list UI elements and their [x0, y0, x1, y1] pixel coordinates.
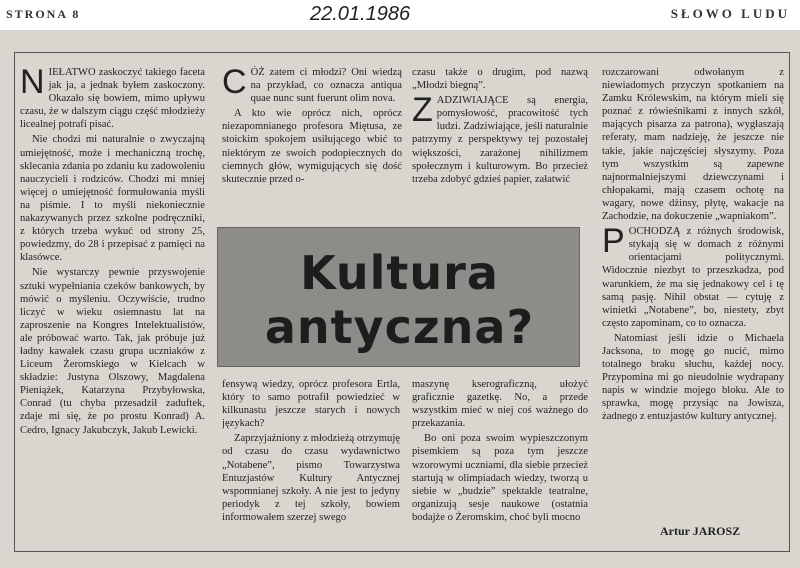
drop-cap: P: [602, 222, 625, 261]
article-column-4: [602, 66, 784, 546]
article-column-2-bottom: [222, 378, 400, 550]
paragraph: A kto wie oprócz nich, oprócz niezapomnianego profesora Miętusa, ze stoickim spokojem usiłującego wbić to niektórym ze swoich podopiecznych do ciemnych głów, wymigujących się dość skutecznie przed o-: [222, 108, 402, 185]
author-byline: Artur JAROSZ: [660, 524, 741, 538]
paragraph: Nie wystarczy pewnie przyswojenie sztuki wypełniania czeków bankowych, by mówić o myśleniu. Oczywiście, trudno liczyć w wieku osiemnastu lat na zaproszenie na Kongres Intelektualistów, ale próbować warto. Tak, jak próbuje już ładny kawałek czasu grupa uczniaków z Liceum Żeromskiego w Kielcach w składzie: Justyna Olszowy, Magdalena Pieniążek, Katarzyna Przybyłowska, Conrad (tu chyba przesadził zaduftek, zdaje mi się, że po prostu Konrad) A. Cedro, Ignacy Jakubczyk, Jakub Lewicki.: [20, 267, 205, 436]
paragraph: Bo oni poza swoim wypieszczonym pisemkiem są poza tym jeszcze wzorowymi uczniami, dla siebie przecież startują w olimpiadach wiedzy, tworzą u siebie w „budzie” spektakle teatralne, organizują sesje naukowe (ostatnia bodajże o Żeromskim, choć byli mocno: [412, 433, 588, 523]
paragraph: Natomiast jeśli idzie o Michaela Jacksona, to mogę go nucić, mimo totalnego braku słuchu, każdej nocy. Przypomina mi go nieudolnie wydrapany napis w windzie mojego bloku. Ale to sprawka, mogę przysiąc na Jowisza, żadnego z entuzjastów kultury antycznej.: [602, 332, 784, 423]
paragraph: fensywą wiedzy, oprócz profesora Ertla, który to samo potrafił powiedzieć w kilkunastu jeszcze starych i nowych językach?: [222, 379, 400, 430]
headline-line-2: antyczna?: [264, 300, 535, 354]
page-header: [0, 0, 800, 30]
publication-date: 22.01.1986: [310, 3, 411, 25]
headline-line-1: Kultura: [300, 246, 499, 300]
paragraph: maszynę kserograficzną, ułożyć graficznie gazetkę. No, a przede wszystkim mieć w niej coś ważnego do przekazania.: [412, 379, 588, 430]
drop-cap: N: [20, 66, 45, 101]
paragraph: Zaprzyjaźniony z młodzieżą otrzymuję od czasu do czasu wydawnictwo „Notabene”, pismo Towarzystwa Entuzjastów Kultury Antycznej wspomnianej szkoły. A nie jest to jedyny periodyk z tej szkoły, bowiem informowałem szerzej swego: [222, 433, 400, 523]
drop-cap: Z: [412, 91, 433, 130]
article-column-1: [20, 66, 205, 536]
article-column-2-top: [222, 66, 402, 214]
article-column-3-bottom: [412, 378, 588, 550]
paragraph: Nie chodzi mi naturalnie o zwyczajną umiejętność, może i mechaniczną trochę, sklecania zdania po zdaniu ku zadowoleniu nauczycieli i rodziców. Chodzi mi mniej więcej o umiejętność formułowania myśli na piśmie. I to myśli niekoniecznie nakazywanych przez szkolne podręczniki, z których trzeba wykuć od strony 25, powiedzmy, do 28 i przepisać z pamięci na klasówce.: [20, 134, 205, 264]
page-number: STRONA 8: [6, 7, 81, 21]
paragraph: ZADZIWIAJĄCE są energia, pomysłowość, pracowitość tych ludzi. Zadziwiające, jeśli naturalnie patrzymy z perspektywy tej pozostałej większości, zarażonej nihilizmem społecznym i kulturowym. Bo przecież trzeba zdobyć gdzieś papier, załatwić: [412, 91, 588, 185]
paragraph: NIEŁATWO zaskoczyć takiego faceta jak ja, a jednak byłem zaskoczony. Okazało się bowiem, mimo upływu czasu, że w dalszym ciągu część młodzieży licealnej potrafi pisać.: [20, 66, 205, 131]
paragraph: CÓŻ zatem ci młodzi? Oni wiedzą na przykład, co oznacza antiqua quae nunc sunt fuerunt olim nova.: [222, 66, 402, 105]
drop-cap: C: [222, 66, 247, 101]
paragraph: rozczarowani odwołanym z niewiadomych przyczyn spotkaniem na Zamku Królewskim, na którym mieli się poznać z rówieśnikami z innych szkół, mających pisarza za patrona), wygłaszają referaty, mam nadzieję, że jeszcze nie takie, jakie najczęściej słyszymy. Poza tym wszystkim są zapewne najnormalniejszymi dziewczynami i chłopakami, mają czasem ochotę na wagary, nowe dżinsy, płytę, wakacje na Zachodzie, na dokuczenie „wapniakom”.: [602, 67, 784, 223]
article-column-3-top: [412, 66, 588, 214]
newspaper-name: SŁOWO LUDU: [670, 6, 790, 21]
paragraph: czasu także o drugim, pod nazwą „Młodzi biegną”.: [412, 67, 588, 92]
headline-banner: [217, 227, 580, 367]
paragraph: POCHODZĄ z różnych środowisk, stykają się w domach z różnymi orientacjami politycznymi. Widocznie niezbyt to przeszkadza, pod warunkiem, że ma się jednakowy cel i tę samą pasję. Nihil obstat — cytuję z winietki „Notabene”, bo, niestety, zbyt często zapominam, co to oznacza.: [602, 222, 784, 329]
